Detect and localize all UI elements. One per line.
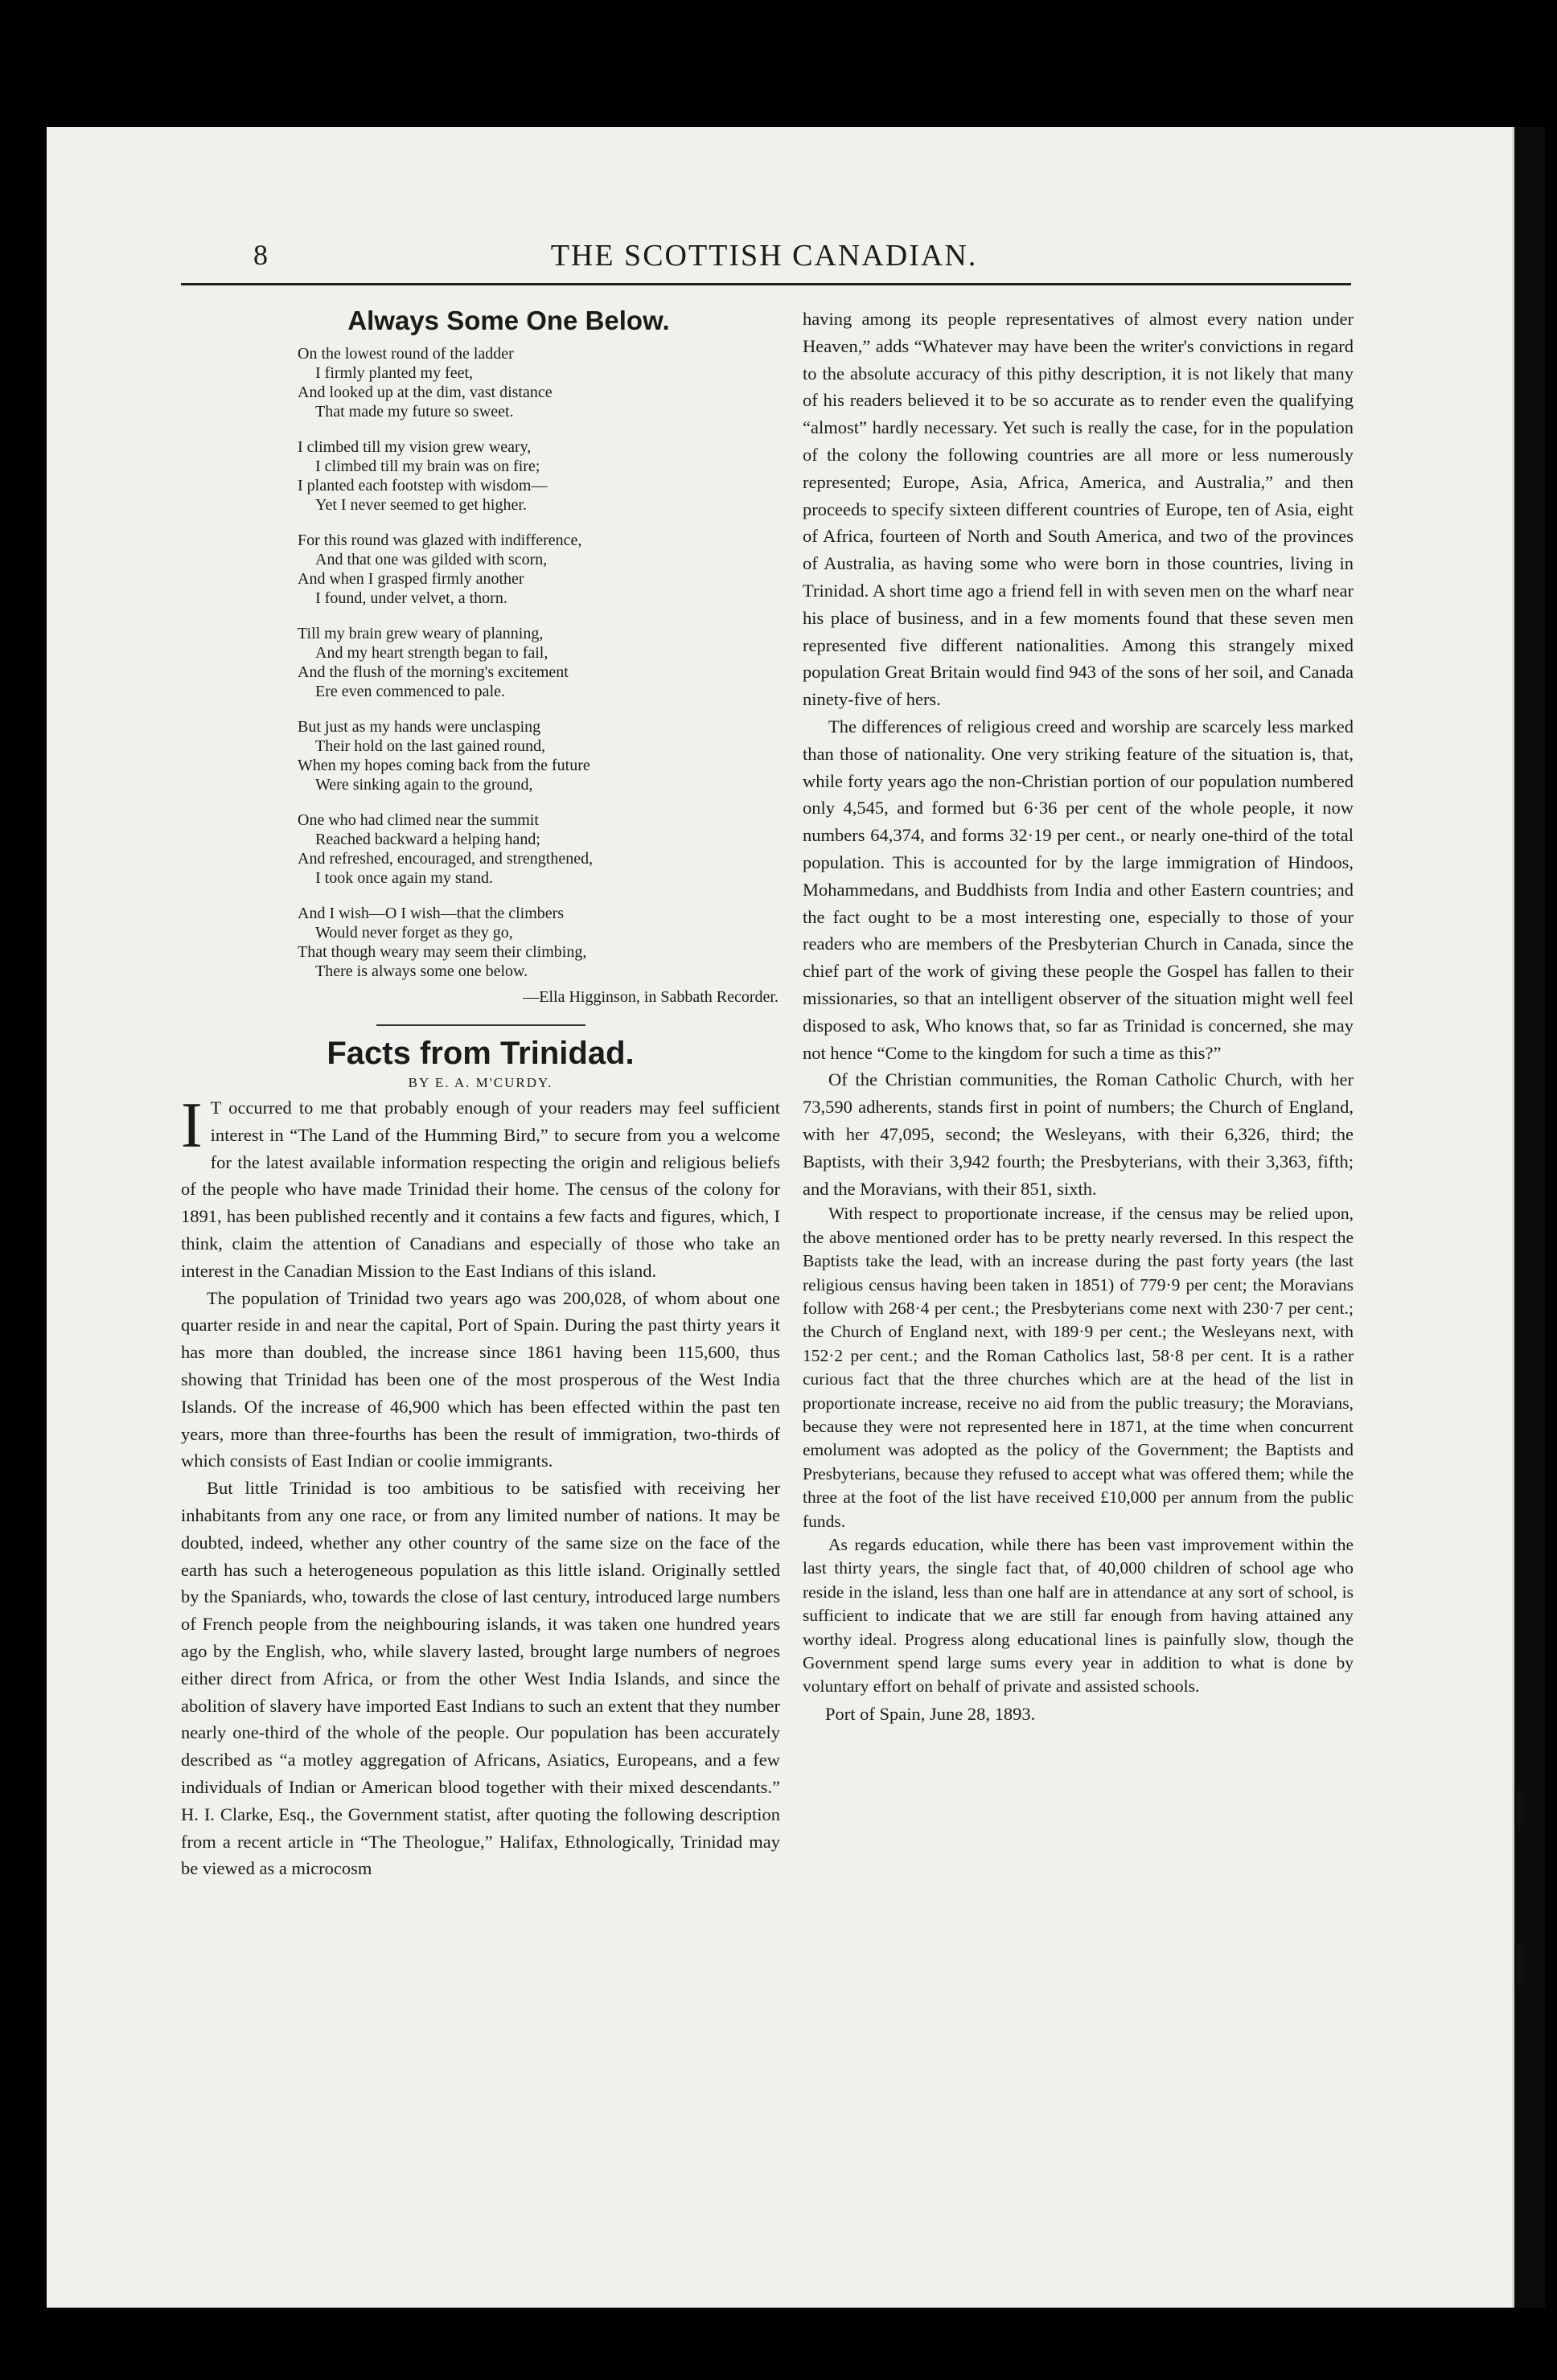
poem-line: And my heart strength began to fail,: [315, 644, 548, 662]
header-rule: [181, 283, 1351, 285]
poem-line: Reached backward a helping hand;: [315, 831, 540, 848]
poem-title: Always Some One Below.: [347, 306, 670, 335]
poem-line: And when I grasped firmly another: [298, 570, 524, 588]
poem-line: One who had climed near the summit: [298, 811, 539, 829]
page-header: [177, 238, 1351, 278]
poem-stanza: [298, 810, 780, 888]
poem-line: I firmly planted my feet,: [315, 364, 474, 382]
section-divider: [376, 1024, 585, 1026]
right-column: [803, 306, 1354, 1728]
poem-line: Till my brain grew weary of planning,: [298, 625, 544, 642]
article-signoff: Port of Spain, June 28, 1893.: [825, 1703, 1036, 1724]
article-paragraph: having among its people representatives of almost every nation under Heaven,” adds “Whatever may have been the writer's convictions in regard to the absolute accuracy of this pithy description, it is not likely that many of his readers believed it to be so accurate as to render even the qualifying “almost” hardly necessary. Yet such is really the case, for in the population of the colony the following countries are all more or less numerously represented; Europe, Asia, Africa, America, and Australia,” and then proceeds to specify sixteen different countries of Europe, ten of Asia, eight of Africa, fourteen of North and South America, and two of the provinces of Australia, as having some who were born in those countries, living in Trinidad. A short time ago a friend fell in with seven men on the wharf near his place of business, and in a few moments found that these seven men represented five different nationalities. Among this strangely mixed population Great Britain would find 943 of the sons of her soil, and Canada ninety-five of hers.: [803, 309, 1354, 710]
left-column: [181, 306, 780, 1882]
poem-stanza: [298, 717, 780, 794]
article-paragraph: Of the Christian communities, the Roman Catholic Church, with her 73,590 adherents, stands first in point of numbers; the Church of England, with her 47,095, second; the Wesleyans, with their 6,326, third; the Baptists, with their 3,942 fourth; the Presbyterians, with their 3,363, fifth; and the Moravians, with their 851, sixth.: [803, 1069, 1354, 1199]
poem-line: That though weary may seem their climbing,: [298, 943, 587, 961]
poem-stanza: [298, 344, 780, 421]
poem-line: Yet I never seemed to get higher.: [315, 496, 527, 514]
running-title: THE SCOTTISH CANADIAN.: [550, 239, 978, 273]
paragraph-text: T occurred to me that probably enough of your readers may feel sufficient interest in “The Land of the Humming Bird,” to secure from you a welcome for the latest available information respecting the origin and religious beliefs of the people who have made Trinidad their home. The census of the colony for 1891, has been published recently and it contains a few facts and figures, which, I think, claim the attention of Canadians and especially of those who take an interest in the Canadian Mission to the East Indians of this island.: [181, 1098, 780, 1281]
poem-line: And looked up at the dim, vast distance: [298, 384, 553, 401]
poem-line: There is always some one below.: [315, 962, 528, 980]
poem-line: On the lowest round of the ladder: [298, 345, 514, 363]
poem-line: But just as my hands were unclasping: [298, 718, 541, 736]
poem-stanza: [298, 624, 780, 701]
poem-line: Their hold on the last gained round,: [315, 737, 546, 755]
poem-stanza: [298, 531, 780, 608]
poem-line: I climbed till my brain was on fire;: [315, 458, 540, 475]
poem-line: I took once again my stand.: [315, 869, 494, 887]
poem-line: Ere even commenced to pale.: [315, 683, 505, 700]
poem-line: And refreshed, encouraged, and strengthened,: [298, 850, 594, 868]
poem-line: Would never forget as they go,: [315, 924, 513, 942]
poem-body: [181, 344, 780, 981]
poem-line: And that one was gilded with scorn,: [315, 551, 548, 568]
article-paragraph: The population of Trinidad two years ago was 200,028, of whom about one quarter reside in and near the capital, Port of Spain. During the past thirty years it has more than doubled, the increase since 1861 having been 115,600, thus showing that Trinidad has been one of the most prosperous of the West India Islands. Of the increase of 46,900 which has been effected within the past ten years, more than three-fourths has been the result of immigration, two-thirds of which consists of East Indian or coolie immigrants.: [181, 1287, 780, 1471]
drop-cap: I: [181, 1090, 203, 1161]
article-paragraph: The differences of religious creed and worship are scarcely less marked than those of nationality. One very striking feature of the situation is, that, while forty years ago the non-Christian portion of our population numbered only 4,545, and formed but 6·36 per cent of the whole people, it now numbers 64,374, and forms 32·19 per cent., or nearly one-third of the total population. This is accounted for by the large immigration of Hindoos, Mohammedans, and Buddhists from India and other Eastern countries; and the fact ought to be a most interesting one, especially to those of your readers who are members of the Presbyterian Church in Canada, since the chief part of the work of giving these people the Gospel has fallen to their missionaries, so that an intelligent observer of the situation might well feel disposed to ask, Who knows that, so far as Trinidad is concerned, she may not hence “Come to the kingdom for such a time as this?”: [803, 716, 1354, 1063]
poem-line: And I wish—O I wish—that the climbers: [298, 905, 565, 922]
poem-line: I planted each footstep with wisdom—: [298, 477, 548, 494]
article-byline: BY E. A. M'CURDY.: [408, 1075, 553, 1090]
article-paragraph: With respect to proportionate increase, if the census may be relied upon, the above mentioned order has to be pretty nearly reversed. In this respect the Baptists take the lead, with an increase during the past forty years (the last religious census having been taken in 1851) of 779·9 per cent; the Moravians follow with 268·4 per cent.; the Presbyterians come next with 230·7 per cent.; the Church of England next, with 189·9 per cent.; the Wesleyans next, with 152·2 per cent.; and the Roman Catholics last, 58·8 per cent. It is a rather curious fact that the three churches which are at the head of the list in proportionate increase, receive no aid from the public treasury; the Moravians, because they were not represented here in 1871, at the time when concurrent emolument was adopted as the policy of the Government; the Baptists and Presbyterians, because they refused to accept what was offered them; while the three at the foot of the list have received £10,000 per annum from the public funds.: [803, 1204, 1354, 1531]
poem-line: That made my future so sweet.: [315, 403, 514, 421]
article-paragraph: But little Trinidad is too ambitious to be satisfied with receiving her inhabitants from any one race, or from any limited number of nations. It may be doubted, indeed, whether any other country of the same size on the face of the earth has such a heterogeneous population as this little island. Originally settled by the Spaniards, who, towards the close of last century, introduced large numbers of French people from the neighbouring islands, it was taken one hundred years ago by the English, who, while slavery lasted, brought large numbers of negroes either direct from Africa, or from the other West India Islands, and since the abolition of slavery have imported East Indians to such an extent that they number nearly one-third of the whole of the people. Our population has been accurately described as “a motley aggregation of Africans, Asiatics, Europeans, and a few individuals of Indian or American blood together with their mixed descendants.” H. I. Clarke, Esq., the Government statist, after quoting the following description from a recent article in “The Theologue,” Halifax, Ethnologically, Trinidad may be viewed as a microcosm: [181, 1478, 780, 1879]
article-paragraph: [181, 1090, 780, 1285]
article-paragraph: As regards education, while there has been vast improvement within the last thirty years, the single fact that, of 40,000 children of school age who reside in the island, less than one half are in attendance at any sort of school, is sufficient to indicate that we are still far enough from having attained any worthy ideal. Progress along educational lines is painfully slow, though the Government spend large sums every year in addition to what is done by voluntary effort on behalf of private and assisted schools.: [803, 1534, 1354, 1697]
poem-line: For this round was glazed with indifference,: [298, 531, 582, 549]
poem-stanza: [298, 437, 780, 515]
poem-line: I found, under velvet, a thorn.: [315, 589, 507, 607]
article-title: Facts from Trinidad.: [327, 1036, 635, 1071]
poem-attribution: —Ella Higginson, in Sabbath Recorder.: [523, 988, 778, 1006]
poem-line: And the flush of the morning's excitement: [298, 663, 569, 681]
poem-line: I climbed till my vision grew weary,: [298, 438, 532, 456]
poem-line: When my hopes coming back from the future: [298, 757, 590, 774]
poem-stanza: [298, 904, 780, 981]
page-number: 8: [253, 239, 268, 271]
poem-line: Were sinking again to the ground,: [315, 776, 533, 794]
